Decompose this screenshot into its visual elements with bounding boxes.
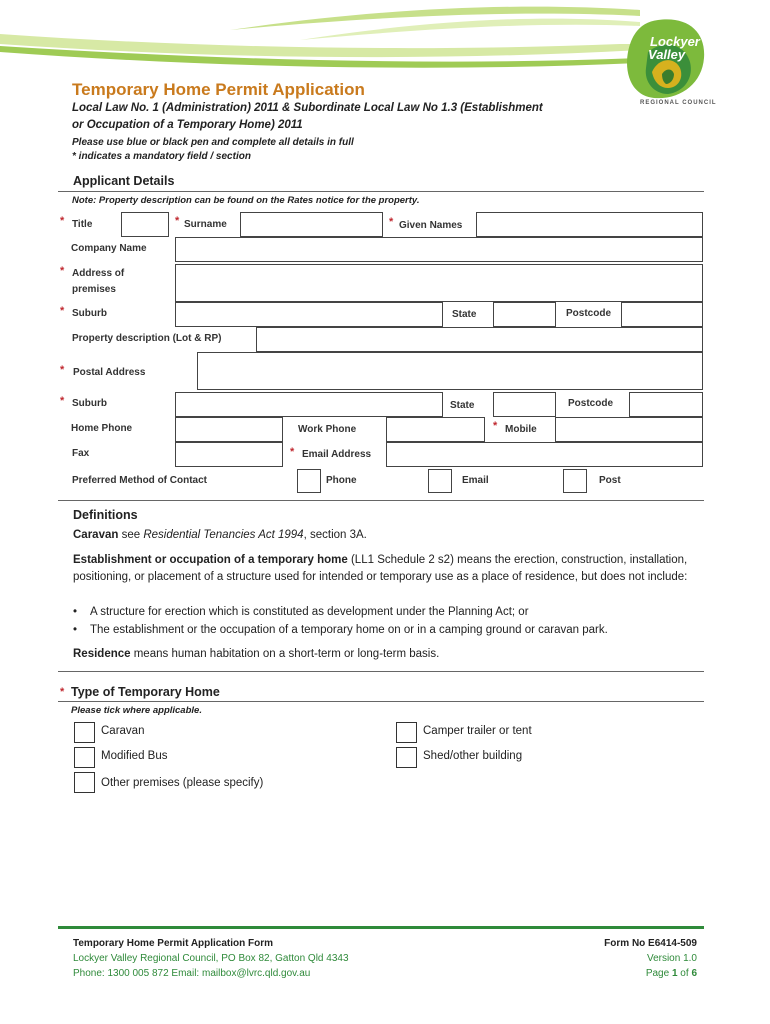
contact-email-label: Email <box>462 475 489 486</box>
home-type-heading: Type of Temporary Home <box>71 685 220 699</box>
page-current: 1 <box>671 968 678 979</box>
contact-phone-label: Phone <box>326 475 357 486</box>
postal-suburb-input[interactable] <box>175 392 443 417</box>
email-address-input[interactable] <box>386 442 703 467</box>
property-note: Note: Property description can be found on the Rates notice for the property. <box>72 195 420 206</box>
suburb-label: Suburb <box>72 308 107 319</box>
postal-postcode-label: Postcode <box>568 398 614 409</box>
residence-text: means human habitation on a short-term or long-term basis. <box>130 648 440 660</box>
property-description-label: Property description (Lot & RP) <box>72 333 222 344</box>
email-address-label: Email Address <box>302 449 372 460</box>
residence-definition <box>73 646 703 663</box>
work-phone-input[interactable] <box>386 417 485 442</box>
postal-state-input[interactable] <box>493 392 556 417</box>
logo-name-line1: Lockyer <box>650 34 700 49</box>
definition-bullet-2 <box>73 622 703 639</box>
company-name-input[interactable] <box>175 237 703 262</box>
footer-rule <box>58 926 704 929</box>
caravan-section: , section 3A. <box>303 529 367 541</box>
bullet-text-1: A structure for erection which is constituted as development under the Planning Act; or <box>90 606 529 618</box>
pen-instruction: Please use blue or black pen and complete all details in full <box>72 137 354 148</box>
mobile-star: * <box>493 420 498 432</box>
given-names-input[interactable] <box>476 212 703 237</box>
fax-input[interactable] <box>175 442 283 467</box>
postal-state-label: State <box>450 400 475 411</box>
establishment-text: (LL1 Schedule 2 s2) means the erection, construction, installation, positioning, or placement of a structure used for intended or temporary use as a place of residence, but does not include: <box>73 554 688 583</box>
postal-address-input[interactable] <box>197 352 703 390</box>
preferred-contact-label: Preferred Method of Contact <box>72 475 208 486</box>
mandatory-note: * indicates a mandatory field / section <box>72 151 251 162</box>
definitions-divider-bottom <box>58 671 704 672</box>
footer-page-number <box>646 968 697 979</box>
modified-bus-option-label: Modified Bus <box>101 750 168 762</box>
home-phone-input[interactable] <box>175 417 283 442</box>
law-reference-line1: Local Law No. 1 (Administration) 2011 & Subordinate Local Law No 1.3 (Establishment <box>72 102 543 114</box>
other-premises-checkbox[interactable] <box>74 772 95 793</box>
surname-label: Surname <box>184 219 227 230</box>
suburb-input[interactable] <box>175 302 443 327</box>
fax-label: Fax <box>72 448 90 459</box>
bullet-icon: • <box>73 624 78 636</box>
caravan-option-label: Caravan <box>101 725 145 737</box>
title-input[interactable] <box>121 212 169 237</box>
suburb2-star: * <box>60 395 65 407</box>
postal-address-label: Postal Address <box>73 367 146 378</box>
surname-star: * <box>175 215 180 227</box>
home-type-instruction: Please tick where applicable. <box>71 705 202 716</box>
modified-bus-checkbox[interactable] <box>74 747 95 768</box>
page-total: 6 <box>691 968 697 979</box>
council-logo <box>618 12 770 112</box>
address-star: * <box>60 265 65 277</box>
logo-tagline: REGIONAL COUNCIL <box>640 100 717 106</box>
premises-address-input[interactable] <box>175 264 703 302</box>
home-phone-label: Home Phone <box>71 423 133 434</box>
residence-term: Residence <box>73 648 131 660</box>
page-title: Temporary Home Permit Application <box>72 80 365 99</box>
surname-input[interactable] <box>240 212 383 237</box>
definitions-divider-top <box>58 500 704 501</box>
establishment-definition <box>73 552 703 586</box>
definition-bullet-1 <box>73 604 703 621</box>
applicant-details-heading: Applicant Details <box>73 174 175 188</box>
given-names-label: Given Names <box>399 220 463 231</box>
page-prefix: Page <box>645 968 672 979</box>
footer-address: Lockyer Valley Regional Council, PO Box 82, Gatton Qld 4343 <box>73 953 349 964</box>
postcode-label: Postcode <box>566 308 612 319</box>
given-names-star: * <box>389 216 394 228</box>
contact-email-checkbox[interactable] <box>428 469 452 493</box>
shed-building-option-label: Shed/other building <box>423 750 523 762</box>
contact-post-label: Post <box>599 475 621 486</box>
law-reference-line2: or Occupation of a Temporary Home) 2011 <box>72 119 303 131</box>
caravan-definition <box>73 527 703 544</box>
caravan-checkbox[interactable] <box>74 722 95 743</box>
bullet-icon: • <box>73 606 78 618</box>
property-description-input[interactable] <box>256 327 703 352</box>
caravan-see: see <box>118 529 144 541</box>
contact-phone-checkbox[interactable] <box>297 469 321 493</box>
suburb-star: * <box>60 305 65 317</box>
work-phone-label: Work Phone <box>298 424 357 435</box>
other-premises-option-label: Other premises (please specify) <box>101 777 264 789</box>
applicant-divider <box>58 191 704 192</box>
postal-suburb-label: Suburb <box>72 398 107 409</box>
title-label: Title <box>72 219 93 230</box>
footer-version: Version 1.0 <box>646 953 697 964</box>
shed-building-checkbox[interactable] <box>396 747 417 768</box>
establishment-term: Establishment or occupation of a temporary home <box>73 554 348 566</box>
address-label-line2: premises <box>72 284 116 295</box>
camper-trailer-checkbox[interactable] <box>396 722 417 743</box>
camper-trailer-option-label: Camper trailer or tent <box>423 725 532 737</box>
title-star: * <box>60 215 65 227</box>
caravan-term: Caravan <box>73 529 119 541</box>
logo-name-line2: Valley <box>648 47 686 62</box>
bullet-text-2: The establishment or the occupation of a temporary home on or in a camping ground or caravan park. <box>90 624 608 636</box>
home-type-star: * <box>60 686 65 698</box>
home-type-divider <box>58 701 704 702</box>
state-label: State <box>452 309 477 320</box>
mobile-input[interactable] <box>555 417 703 442</box>
company-name-label: Company Name <box>71 243 147 254</box>
caravan-act: Residential Tenancies Act 1994 <box>143 529 304 541</box>
footer-form-title: Temporary Home Permit Application Form <box>73 938 274 949</box>
contact-post-checkbox[interactable] <box>563 469 587 493</box>
page-of: of <box>677 968 692 979</box>
postal-postcode-input[interactable] <box>629 392 703 417</box>
address-label-line1: Address of <box>72 268 125 279</box>
email-star: * <box>290 446 295 458</box>
postal-star: * <box>60 364 65 376</box>
postcode-input[interactable] <box>621 302 703 327</box>
state-input[interactable] <box>493 302 556 327</box>
footer-contact: Phone: 1300 005 872 Email: mailbox@lvrc.qld.gov.au <box>73 968 311 979</box>
footer-form-number: Form No E6414-509 <box>604 938 697 949</box>
definitions-heading: Definitions <box>73 508 138 522</box>
mobile-label: Mobile <box>505 424 537 435</box>
